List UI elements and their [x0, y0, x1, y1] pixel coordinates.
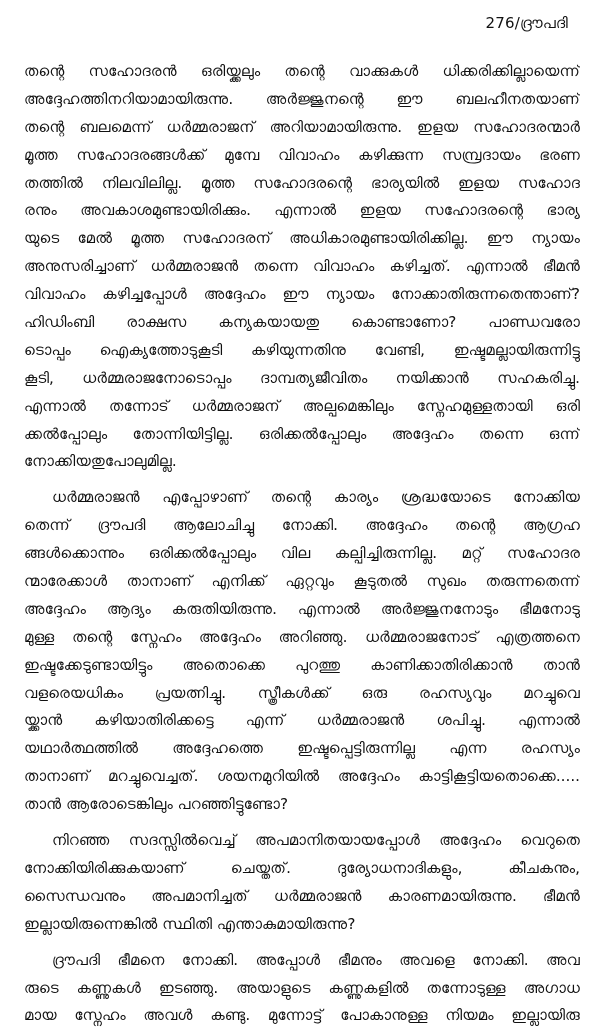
text-line: ങ്ങൾക്കൊന്നും ഒരിക്കൽപ്പോലും വില കല്പിച്ചിരുന്നില്ല. മറ്റ് സഹോദര [24, 544, 580, 563]
text-line: തെന്ന് ദ്രൗപദി ആലോചിച്ചു നോക്കി. അദ്ദേഹം തന്റെ ആഗ്രഹ [24, 516, 580, 535]
paragraph-3 [24, 827, 580, 939]
text-line: നോക്കിയതുപോലുമില്ല. [24, 452, 177, 471]
text-line: രനും അവകാശമുണ്ടായിരിക്കും. എന്നാൽ ഇളയ സഹോദരന്റെ ഭാര്യ [24, 201, 580, 220]
text-line: യ്ക്കാൻ കഴിയാതിരിക്കട്ടെ എന്ന് ധർമ്മരാജൻ ശപിച്ചു. എന്നാൽ [24, 711, 580, 730]
text-line: അദ്ദേഹം ആദ്യം കരുതിയിരുന്നു. എന്നാൽ അർജ്ജുനനോടും ഭീമനോടു [24, 599, 580, 618]
text-line: അനുസരിച്ചാണ് ധർമ്മരാജൻ തന്നെ വിവാഹം കഴിച്ചത്. എന്നാൽ ഭീമൻ [24, 257, 580, 276]
text-line: ടൊപ്പം ഐക്യത്തോടുകൂടി കഴിയുന്നതിനു വേണ്ടി, ഇഷ്ടമല്ലായിരുന്നിട്ടു [24, 340, 580, 359]
text-line: ധർമ്മരാജൻ എപ്പോഴാണ് തന്റെ കാര്യം ശ്രദ്ധയോടെ നോക്കിയ [52, 488, 580, 507]
paragraph-2 [24, 484, 580, 819]
text-line: തന്റെ സഹോദരൻ ഒരിയ്ക്കലും തന്റെ വാക്കുകൾ ധിക്കരിക്കില്ലായെന്ന് [24, 62, 580, 80]
text-line: സൈന്ധവനും അപമാനിച്ചത് ധർമ്മരാജൻ കാരണമായിരുന്നു. ഭീമൻ [24, 886, 580, 905]
text-line: മായ സ്നേഹം അവൾ കണ്ടു. മുന്നോട്ട് പോകാനുള്ള നിയമം ഇല്ലായിരു [24, 1006, 580, 1025]
text-line: ദ്രൗപദി ഭീമനെ നോക്കി. അപ്പോൾ ഭീമനും അവളെ നോക്കി. അവ [52, 950, 580, 969]
text-line: തന്റെ ബലമെന്ന് ധർമ്മരാജന് അറിയാമായിരുന്നു. ഇളയ സഹോദരന്മാർ [24, 117, 580, 136]
text-line: നോക്കിയിരിക്കുകയാണ് ചെയ്തത്. ദുര്യോധനാദികളും, കീചകനും, [24, 858, 580, 877]
text-line: വളരെയധികം പ്രയത്നിച്ചു. സ്ത്രീകൾക്ക് ഒരു രഹസ്യവും മറച്ചുവെ [24, 683, 580, 702]
text-line: രുടെ കണ്ണുകൾ ഇടഞ്ഞു. അയാളുടെ കണ്ണുകളിൽ തന്നോടുള്ള അഗാധ [24, 978, 580, 997]
text-line: ഹിഡിംബി രാക്ഷസ കന്യകയായതു കൊണ്ടാണോ? പാണ്ഡവരോ [24, 313, 580, 332]
text-line: കൂടി, ധർമ്മരാജനോടൊപ്പം ദാമ്പത്യജീവിതം നയിക്കാൻ സഹകരിച്ചു. [24, 368, 580, 387]
text-line: യുടെ മേൽ മൂത്ത സഹോദരന് അധികാരമുണ്ടായിരിക്കില്ല. ഈ ന്യായം [24, 229, 580, 248]
page-body [24, 58, 580, 1030]
text-line: താനാണ് മറച്ചുവെച്ചത്. ശയനമുറിയിൽ അദ്ദേഹം കാട്ടികൂട്ടിയതൊക്കെ..... [24, 767, 580, 786]
text-line: അദ്ദേഹത്തിനറിയാമായിരുന്നു. അർജ്ജുനന്റെ ഈ ബലഹീനതയാണ് [24, 89, 580, 108]
text-line: മുള്ള തന്റെ സ്നേഹം അദ്ദേഹം അറിഞ്ഞു. ധർമ്മരാജനോട് എത്രത്തനെ [24, 627, 580, 646]
text-line: നിറഞ്ഞ സദസ്സിൽവെച്ച് അപമാനിതയായപ്പോൾ അദ്ദേഹം വെറുതെ [52, 831, 580, 850]
text-line: ഇല്ലായിരുന്നെങ്കിൽ സ്ഥിതി എന്താകുമായിരുന്നു? [24, 914, 356, 933]
text-line: മൂത്ത സഹോദരങ്ങൾക്ക് മുമ്പേ വിവാഹം കഴിക്കുന്ന സമ്പ്രദായം ഭരണ [24, 145, 580, 164]
page-header: 276/ദ്രൗപദി [485, 14, 568, 32]
paragraph-4 [24, 947, 580, 1030]
text-line: വിവാഹം കഴിച്ചപ്പോൾ അദ്ദേഹം ഈ ന്യായം നോക്കാതിരുന്നതെന്താണ്? [24, 285, 580, 304]
paragraph-1 [24, 58, 580, 476]
text-line: ക്കൽപ്പോലും തോന്നിയിട്ടില്ല. ഒരിക്കൽപ്പോലും അദ്ദേഹം തന്നെ ഒന്ന് [24, 424, 580, 443]
text-line: തത്തിൽ നിലവിലില്ല. മൂത്ത സഹോദരന്റെ ഭാര്യയിൽ ഇളയ സഹോദ [24, 173, 580, 192]
text-line: ഇഷ്ടക്കേടുണ്ടായിട്ടും അതൊക്കെ പുറത്തു കാണിക്കാതിരിക്കാൻ താൻ [24, 655, 580, 674]
text-line: താൻ ആരോടെങ്കിലും പറഞ്ഞിട്ടുണ്ടോ? [24, 795, 289, 814]
text-line: എന്നാൽ തന്നോട് ധർമ്മരാജന് അല്പമെങ്കിലും സ്നേഹമുള്ളതായി ഒരി [24, 396, 580, 415]
text-line: ന്മാരേക്കാൾ താനാണ് എനിക്ക് ഏറ്റവും കൂടുതൽ സുഖം തരുന്നതെന്ന് [24, 572, 580, 591]
text-line: യഥാർത്ഥത്തിൽ അദ്ദേഹത്തെ ഇഷ്ടപ്പെട്ടിരുന്നില്ല എന്ന രഹസ്യം [24, 739, 580, 758]
